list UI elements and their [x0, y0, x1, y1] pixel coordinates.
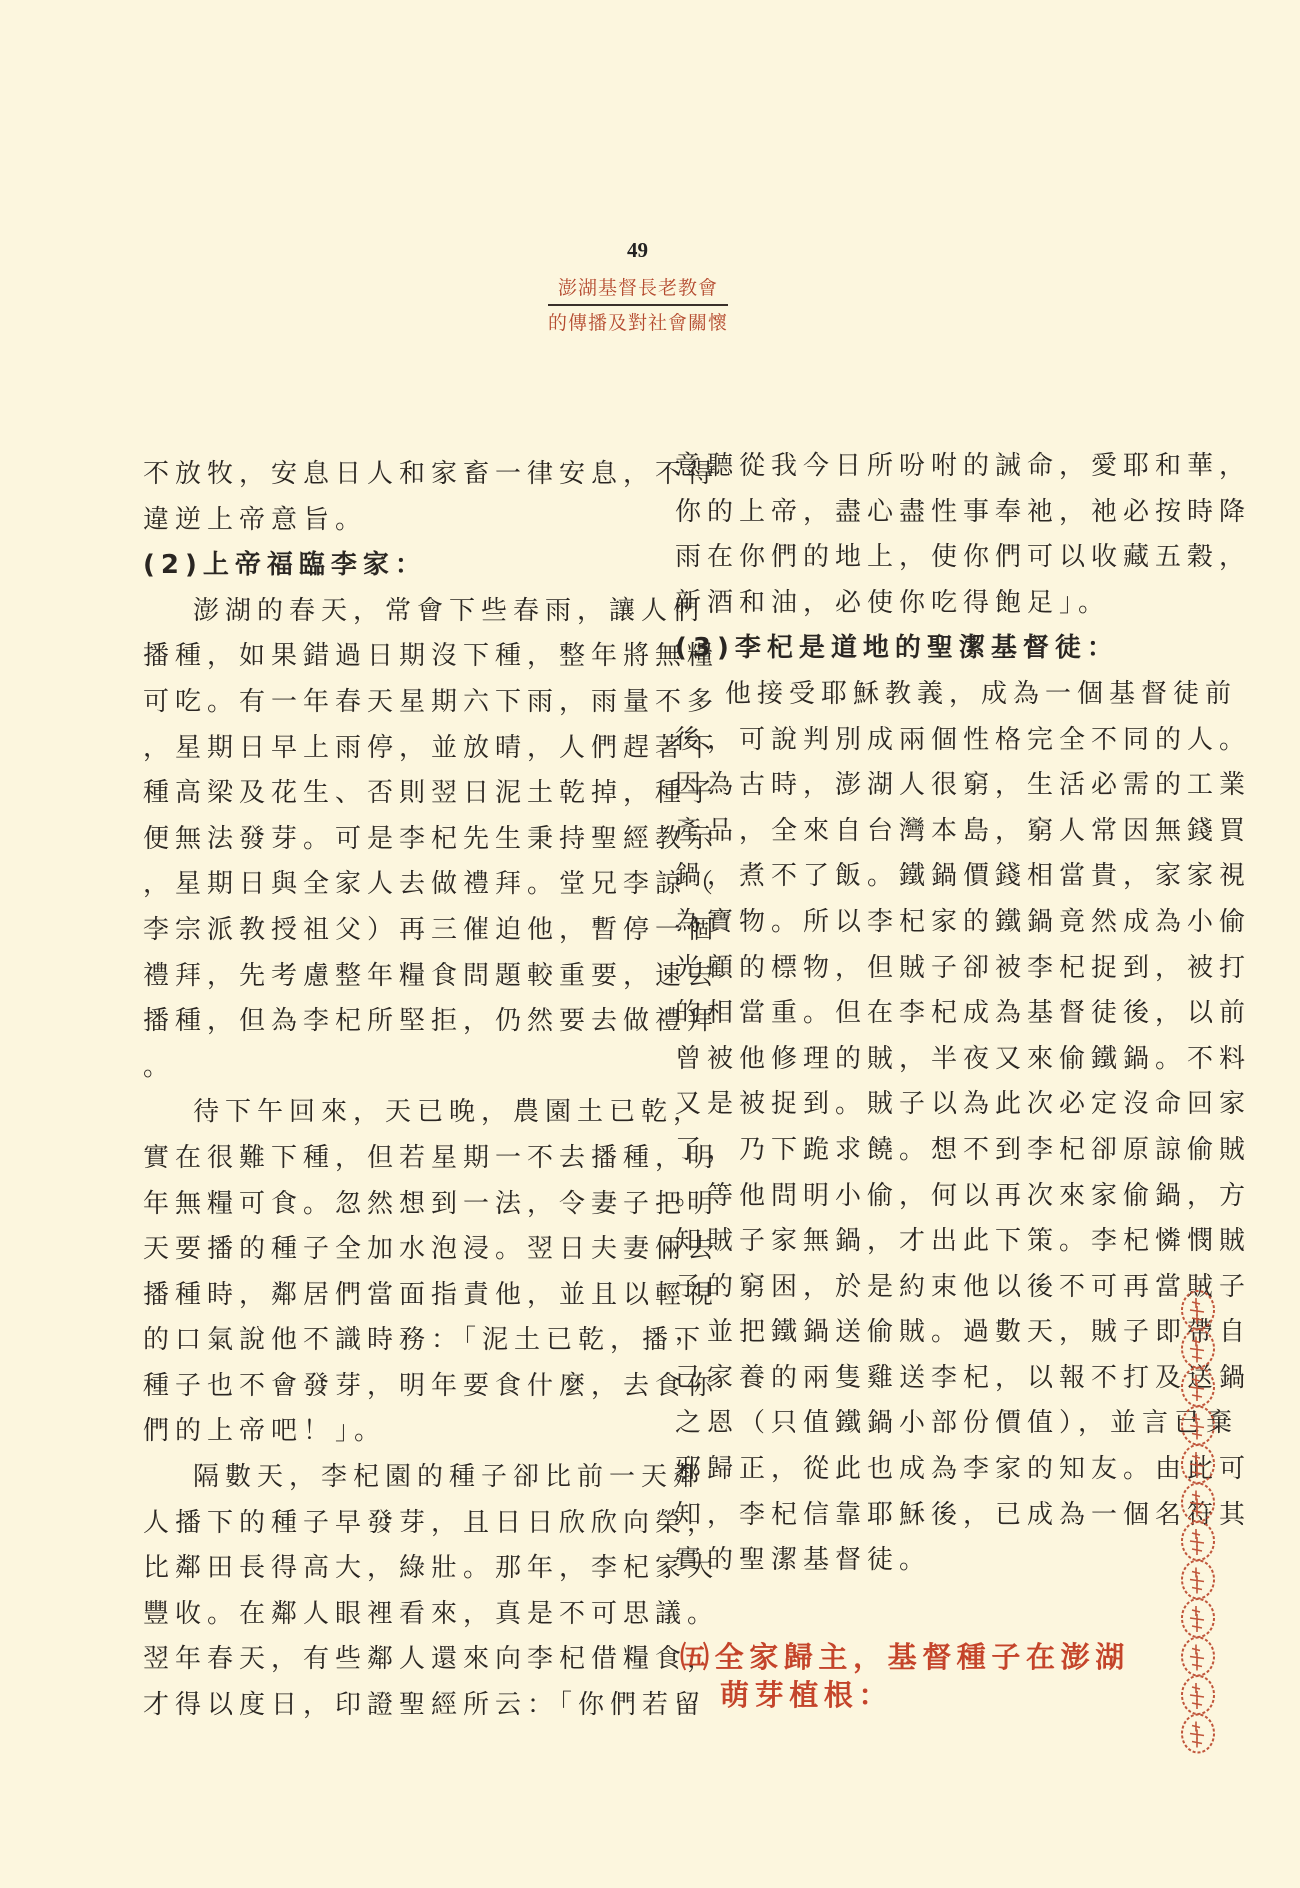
text-line: 可吃。有一年春天星期六下雨，雨量不多: [143, 686, 720, 717]
left-text-column: [143, 452, 720, 1729]
text-line: ，星期日與全家人去做禮拜。堂兄李諒（: [143, 869, 720, 900]
text-line: 隔數天，李杞園的種子卻比前一天鄰: [193, 1462, 706, 1493]
text-line: 豐收。在鄰人眼裡看來，真是不可思議。: [143, 1598, 720, 1629]
text-line: 們的上帝吧！」。: [143, 1416, 387, 1447]
text-line: 待下午回來，天已晚，農園土已乾，: [193, 1097, 706, 1128]
text-line: 曾被他修理的賊，半夜又來偷鐵鍋。不料: [675, 1043, 1252, 1074]
text-line: 便無法發芽。可是李杞先生秉持聖經教示: [143, 823, 720, 854]
text-line: 違逆上帝意旨。: [143, 504, 368, 535]
section-heading: [680, 1638, 1130, 1714]
text-line: 後，可說判別成兩個性格完全不同的人。: [675, 724, 1252, 755]
right-text-column: [675, 444, 1252, 1584]
text-line: 比鄰田長得高大，綠壯。那年，李杞家大: [143, 1553, 720, 1584]
text-line: ，星期日早上雨停，並放晴，人們趕著下: [143, 732, 720, 763]
page-number: 49: [627, 238, 648, 262]
text-line: 李宗派教授祖父）再三催迫他，暫停一個: [143, 914, 720, 945]
seal-stamp-icon: [1182, 1407, 1214, 1445]
seal-stamp-icon: [1182, 1715, 1214, 1753]
seal-stamp-icon: [1182, 1445, 1214, 1483]
text-line: 邪歸正，從此也成為李家的知友。由此可: [675, 1454, 1252, 1485]
text-line: 己家養的兩隻雞送李杞，以報不打及送鍋: [675, 1362, 1252, 1393]
text-line: 天要播的種子全加水泡浸。翌日夫妻倆去: [143, 1234, 720, 1265]
seal-stamp-icon: [1182, 1561, 1214, 1599]
text-line: 不放牧，安息日人和家畜一律安息，不得: [143, 459, 720, 489]
text-line: 播種，但為李杞所堅拒，仍然要去做禮拜: [143, 1006, 720, 1037]
text-line: 又是被捉到。賊子以為此次必定沒命回家: [675, 1089, 1252, 1120]
running-head-divider: [548, 304, 728, 306]
seal-stamp-icon: [1182, 1522, 1214, 1560]
text-line: 知，李杞信靠耶穌後，已成為一個名符其: [675, 1499, 1252, 1530]
text-line: 播種時，鄰居們當面指責他，並且以輕視: [143, 1279, 720, 1310]
running-title-line1: 澎湖基督長老教會: [557, 277, 718, 299]
text-line: 產品，全來自台灣本島，窮人常因無錢買: [675, 815, 1252, 846]
seal-strip: [1176, 1290, 1220, 1760]
text-line: 年無糧可食。忽然想到一法，令妻子把明: [143, 1188, 720, 1219]
text-line: 實在很難下種，但若星期一不去播種，明: [143, 1142, 720, 1173]
text-line: 之恩（只值鐵鍋小部份價值），並言已棄: [675, 1408, 1239, 1439]
text-line: 意聽從我今日所吩咐的誡命，愛耶和華，: [675, 451, 1252, 481]
text-line: 了，乃下跪求饒。想不到李杞卻原諒偷賊: [675, 1134, 1252, 1165]
text-line: 因為古時，澎湖人很窮，生活必需的工業: [675, 770, 1252, 801]
text-line: ，並把鐵鍋送偷賊。過數天，賊子即帶自: [675, 1317, 1252, 1348]
text-line: 種高梁及花生、否則翌日泥土乾掉，種子: [143, 778, 720, 809]
section-heading-line1: ㈤全家歸主，基督種子在澎湖: [680, 1640, 1130, 1674]
text-line: 雨在你們的地上，使你們可以收藏五穀，: [675, 542, 1252, 573]
seal-stamp-icon: [1182, 1599, 1214, 1637]
text-line: 播種，如果錯過日期沒下種，整年將無糧: [143, 641, 720, 672]
seal-stamp-icon: [1182, 1484, 1214, 1522]
text-line: 的口氣說他不識時務：「泥土已乾，播下: [143, 1325, 707, 1356]
seal-stamp-icon: [1182, 1330, 1214, 1368]
seal-stamp-icon: [1182, 1676, 1214, 1714]
text-line: 。等他問明小偷，何以再次來家偷鍋，方: [675, 1180, 1252, 1211]
text-line: 翌年春天，有些鄰人還來向李杞借糧食，: [143, 1644, 720, 1675]
text-line: 才得以度日，印證聖經所云：「你們若留: [143, 1690, 707, 1721]
text-line: 實的聖潔基督徒。: [675, 1545, 932, 1576]
text-line: 澎湖的春天，常會下些春雨，讓人們: [193, 595, 706, 626]
text-line: 禮拜，先考慮整年糧食問題較重要，速去: [143, 960, 720, 991]
running-head: [548, 274, 728, 337]
text-line: 新酒和油，必使你吃得飽足」。: [675, 587, 1111, 618]
text-line: 人播下的種子早發芽，且日日欣欣向榮，: [143, 1507, 720, 1538]
text-line: 鍋，煮不了飯。鐵鍋價錢相當貴，家家視: [675, 861, 1252, 892]
seal-stamp-icon: [1182, 1638, 1214, 1676]
section-heading-line2: 萌芽植根：: [720, 1678, 894, 1712]
text-line: 子的窮困，於是約束他以後不可再當賊子: [675, 1271, 1252, 1302]
seal-stamp-icon: [1182, 1291, 1214, 1329]
seal-stamp-icon: [1182, 1368, 1214, 1406]
text-line: 種子也不會發芽，明年要食什麼，去食你: [143, 1370, 720, 1401]
text-line: 。: [143, 1051, 176, 1082]
text-line: 你的上帝，盡心盡性事奉祂，祂必按時降: [675, 496, 1252, 527]
text-line: 知賊子家無鍋，才出此下策。李杞憐憫賊: [675, 1226, 1252, 1257]
running-title-line2: 的傳播及對社會關懷: [548, 312, 729, 334]
subsection-heading: (2)上帝福臨李家：: [143, 550, 427, 581]
subsection-heading: (3)李杞是道地的聖潔基督徒：: [675, 633, 1119, 664]
text-line: 光顧的標物，但賊子卻被李杞捉到，被打: [675, 952, 1252, 983]
text-line: 的相當重。但在李杞成為基督徒後，以前: [675, 998, 1252, 1029]
text-line: 他接受耶穌教義，成為一個基督徒前: [725, 678, 1238, 709]
text-line: 為寶物。所以李杞家的鐵鍋竟然成為小偷: [675, 906, 1252, 937]
